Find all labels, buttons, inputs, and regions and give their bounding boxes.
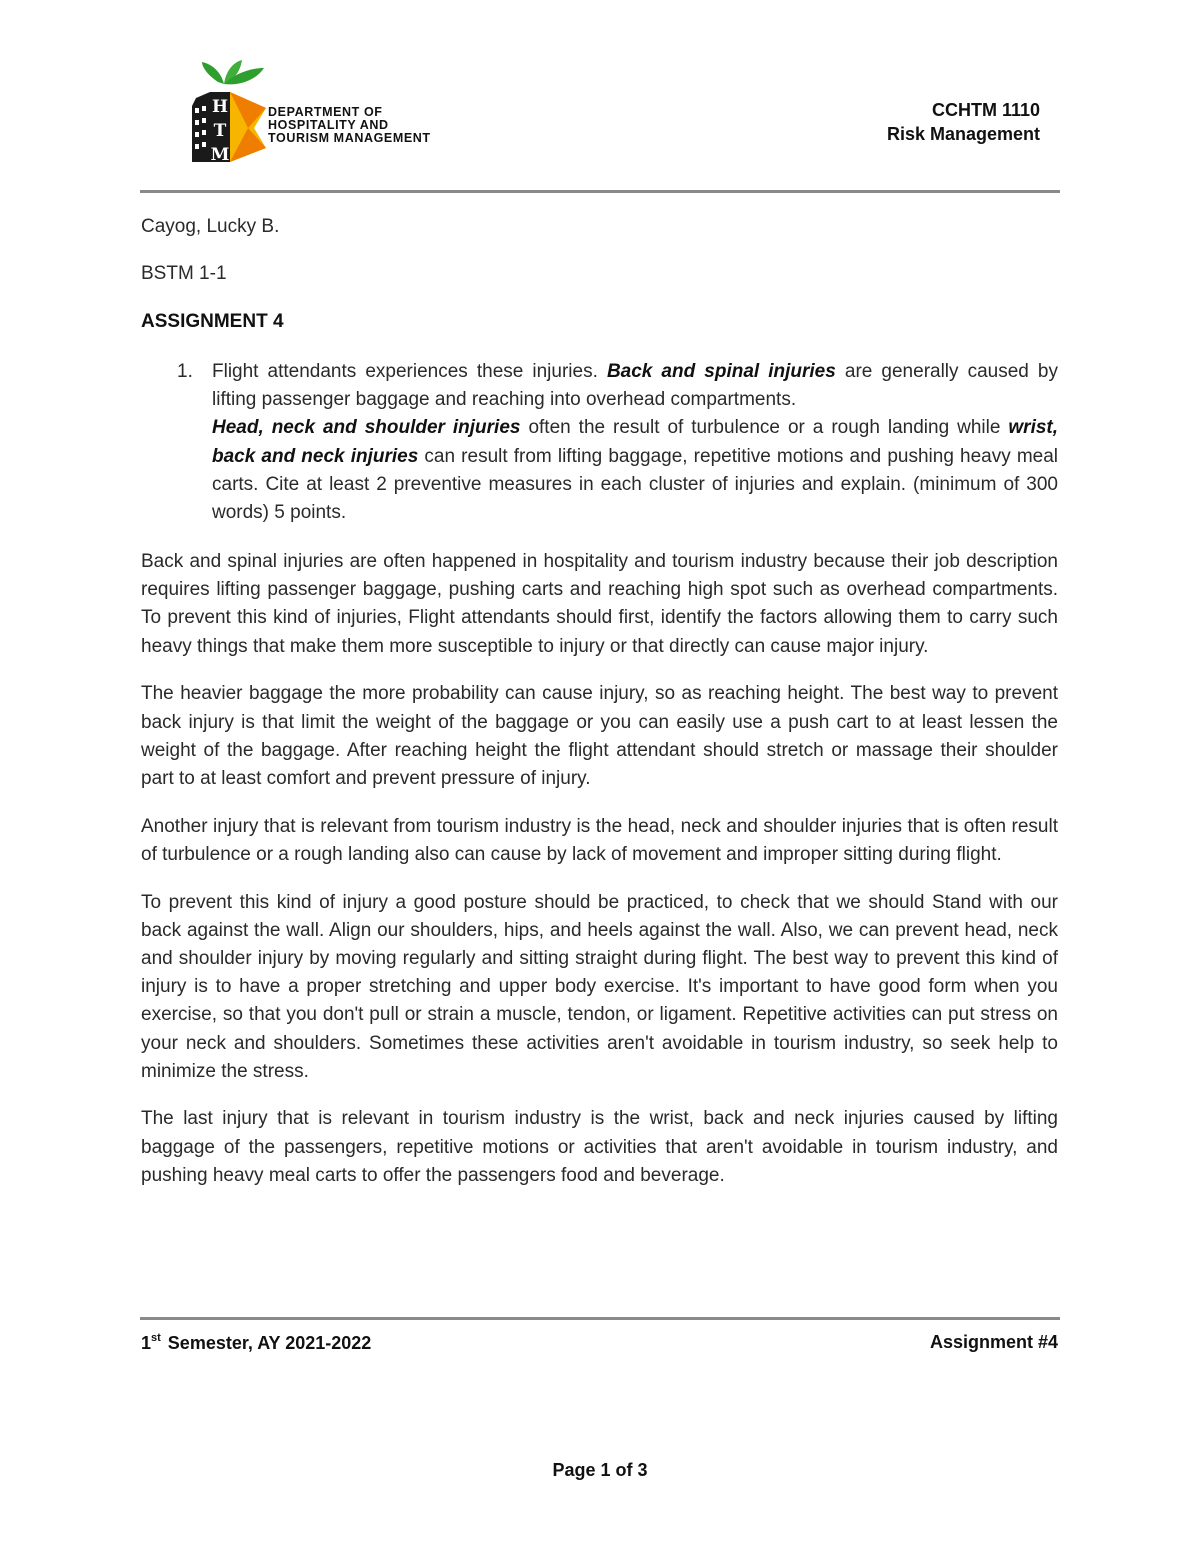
- footer-divider: [140, 1317, 1060, 1320]
- question-text-segment: can result from lifting baggage, repetitive motions and pushing heavy meal carts. Cite at least 2 preventive measures in each cluster of injuries and explain. (minimum of 300 words) 5 points.: [212, 445, 1058, 524]
- svg-text:T: T: [213, 121, 227, 141]
- question-text-segment: Flight attendants experiences these injuries.: [212, 361, 607, 382]
- question-emphasis-back-spinal: Back and spinal injuries: [606, 361, 836, 382]
- department-name: [268, 106, 431, 145]
- page-number: Page 1 of 3: [552, 1460, 648, 1480]
- header-divider: [140, 190, 1060, 193]
- question-item: [141, 358, 1058, 527]
- answer-paragraph: To prevent this kind of injury a good posture should be practiced, to check that we should Stand with our back against the wall. Align our shoulders, hips, and heels against the wall. Also, we can prevent head, neck and shoulder injury by moving regularly and sitting straight during flight. The best way to prevent this kind of injury is to have a proper stretching and upper body exercise. It's important to have good form when you exercise, so that you don't pull or strain a muscle, tendon, or ligament. Repetitive activities can put stress on your neck and shoulders. Sometimes these activities aren't avoidable in tourism industry, so seek help to minimize the stress.: [141, 891, 1058, 1082]
- course-name: Risk Management: [886, 124, 1040, 144]
- course-info: [887, 98, 1040, 146]
- question-paragraph-1: [212, 358, 1058, 414]
- semester-ordinal: st: [151, 1332, 161, 1344]
- question-emphasis-head-neck: Head, neck and shoulder injuries: [212, 417, 521, 439]
- student-name: Cayog, Lucky B.: [141, 216, 280, 237]
- semester-label: [141, 1332, 371, 1354]
- question-emphasis-wrist-back: wrist, back and neck injuries: [212, 417, 1059, 467]
- question-paragraph-2: [212, 414, 1058, 527]
- question-text-segment: are generally caused by lifting passenger baggage and reaching into overhead compartments.: [212, 361, 1058, 411]
- answer-paragraph: Back and spinal injuries are often happened in hospitality and tourism industry because their job description requires lifting passenger baggage, pushing carts and reaching high spot such as overhead compartments. To prevent this kind of injuries, Flight attendants should first, identify the factors allowing them to carry such heavy things that make them more susceptible to injury or that directly can cause major injury.: [141, 551, 1058, 657]
- answer-paragraph: Another injury that is relevant from tourism industry is the head, neck and shoulder injuries that is often result of turbulence or a rough landing also can cause by lack of movement and improper sitting during flight.: [141, 815, 1058, 865]
- semester-number: 1: [141, 1333, 152, 1353]
- question-number: 1.: [177, 361, 193, 382]
- assignment-title: ASSIGNMENT 4: [141, 311, 284, 332]
- student-section: BSTM 1-1: [141, 263, 227, 284]
- answer-paragraph: The last injury that is relevant in tourism industry is the wrist, back and neck injuries caused by lifting baggage of the passengers, repetitive motions or activities that aren't avoidable in tourism industry, and pushing heavy meal carts to offer the passengers food and beverage.: [141, 1108, 1058, 1186]
- svg-text:M: M: [210, 145, 230, 165]
- answer-paragraph: The heavier baggage the more probability can cause injury, so as reaching height. The best way to prevent back injury is that limit the weight of the baggage or you can easily use a push cart to at least lessen the weight of the baggage. After reaching height the flight attendant should stretch or massage their shoulder part to at least comfort and prevent pressure of injury.: [141, 683, 1058, 789]
- semester-year: Semester, AY 2021-2022: [162, 1333, 372, 1353]
- department-line3: TOURISM MANAGEMENT: [268, 131, 431, 145]
- department-line2: HOSPITALITY AND: [268, 118, 389, 132]
- svg-text:H: H: [211, 97, 229, 117]
- question-text-segment: often the result of turbulence or a rough landing while: [520, 417, 1009, 439]
- question-text: [212, 358, 1058, 527]
- assignment-label: Assignment #4: [929, 1332, 1058, 1352]
- answer-body: [141, 548, 1058, 1210]
- department-line1: DEPARTMENT OF: [268, 105, 383, 119]
- course-code: CCHTM 1110: [931, 100, 1040, 120]
- department-logo: [188, 60, 438, 168]
